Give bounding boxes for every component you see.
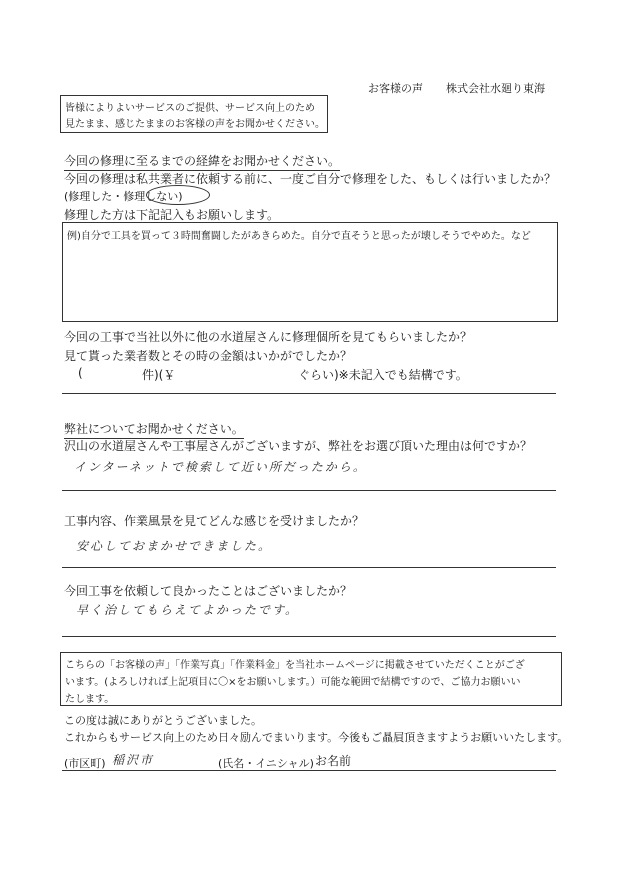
voice-label: お客様の声 [368, 82, 423, 95]
section1-request: 修理した方は下記記入もお願いします。 [64, 208, 280, 222]
section2-underline [62, 393, 556, 394]
section1-question: 今回の修理は私共業者に依頼する前に、一度ご自分で修理をした、もしくは行いましたか？ [64, 172, 557, 186]
paren-open: ( [78, 366, 83, 380]
benefit-answer: 早く治してもらえてよかったです。 [76, 603, 300, 617]
consent-line-3: たします。 [65, 694, 115, 705]
reason-answer: インターネットで検索して近い所だったから。 [74, 460, 367, 474]
consent-box [60, 652, 562, 706]
choice-circle-mark [146, 185, 210, 205]
benefit-underline [62, 636, 556, 637]
count-label: 件)(￥ [142, 368, 176, 382]
section2-question-1: 今回の工事で当社以外に他の水道屋さんに修理個所を見てもらいましたか？ [64, 330, 473, 344]
section1-title: 今回の修理に至るまでの経緯をお聞かせください。 [64, 152, 340, 171]
intro-line-2: 見たまま、感じたままのお客様の声をお聞かせください。 [65, 119, 325, 130]
company-name: 株式会社水廻り東海 [446, 82, 545, 95]
footer-underline [62, 770, 556, 771]
name-value: お名前 [315, 754, 352, 768]
name-label: (氏名・イニシャル) [218, 757, 314, 770]
section3-title: 弊社についてお聞かせください。 [64, 420, 244, 439]
city-label: (市区町) [64, 757, 106, 770]
reason-underline [62, 490, 556, 491]
closing-line-2: これからもサービス向上のため日々励んでまいります。今後もご贔屓頂きますようお願いいたします。 [64, 731, 569, 744]
impression-underline [62, 567, 556, 568]
price-label: ぐらい)※未記入でも結構です。 [298, 368, 468, 382]
consent-line-1: こちらの「お客様の声」「作業写真」「作業料金」を当社ホームページに掲載させていただくことがござ [65, 660, 525, 671]
repair-choices: (修理した・修理しない) [64, 190, 183, 203]
impression-question: 工事内容、作業風景を見てどんな感じを受けましたか？ [64, 514, 365, 528]
reason-question: 沢山の水道屋さんや工事屋さんがございますが、弊社をお選び頂いた理由は何ですか？ [64, 439, 533, 453]
consent-line-2: います。(よろしければ上記項目に〇×をお願いします。）可能な範囲で結構ですので、ご協力お願いい [65, 677, 521, 688]
diy-example-text: 例)自分で工具を買って３時間奮闘したがあきらめた。自分で直そうと思ったが壊しそうでやめた。など [67, 231, 531, 242]
section2-question-2: 見て貰った業者数とその時の金額はいかがでしたか？ [64, 349, 353, 363]
diy-repair-box [62, 222, 558, 322]
benefit-question: 今回工事を依頼して良かったことはございましたか？ [64, 584, 353, 598]
intro-line-1: 皆様によりよいサービスのご提供、サービス向上のため [65, 103, 315, 114]
closing-line-1: この度は誠にありがとうございました。 [64, 714, 262, 727]
impression-answer: 安心しておまかせできました。 [76, 539, 273, 553]
city-value: 稲沢市 [112, 753, 155, 767]
intro-box [60, 95, 328, 133]
